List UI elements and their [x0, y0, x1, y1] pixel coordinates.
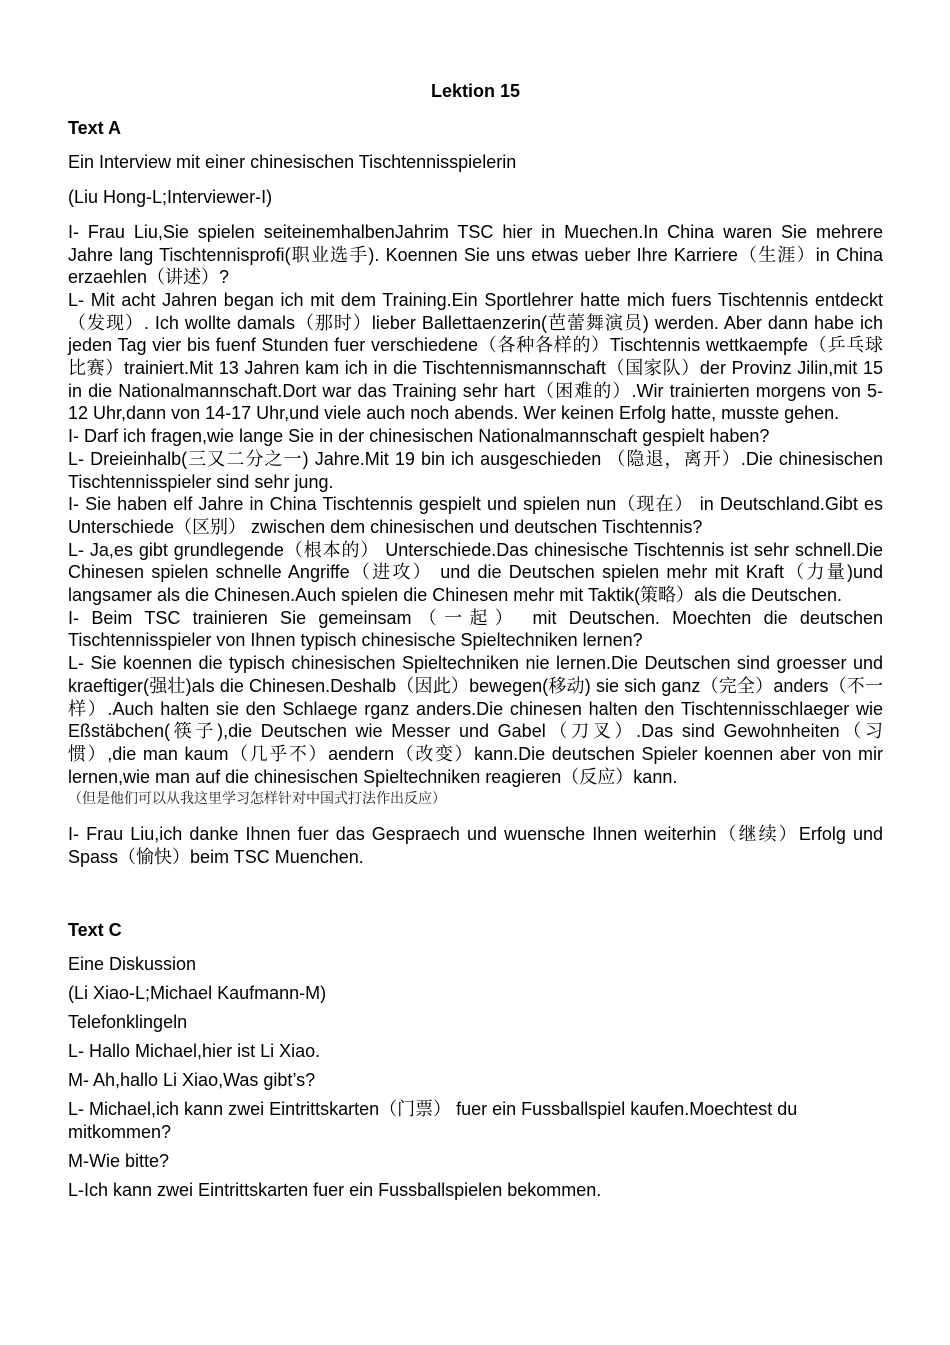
chinese-translation-line: （但是他们可以从我这里学习怎样针对中国式打法作出反应） — [68, 791, 446, 808]
lesson-title: Lektion 15 — [430, 81, 521, 101]
text-a-roles: (Liu Hong-L;Interviewer-I) — [68, 187, 273, 208]
text-c-line: L- Hallo Michael,hier ist Li Xiao. — [68, 1041, 321, 1062]
text-a-dialogue — [68, 221, 883, 811]
dialogue-line: L- Sie koennen die typisch chinesischen Spieltechniken nie lernen.Die Deutschen sind groesser und kraeftiger(强壮)als die Chinesen.Deshalb（因此）bewegen(移动) sie sich ganz（完全）anders（不一样）.Auch halten sie den Schlaege rganz anders.Die chinesen halten den Tischtennisschlaeger wie Eßstäbchen(筷子),die Deutschen wie Messer und Gabel（刀叉）.Das sind Gewohnheiten（习惯）,die man kaum（几乎不）aendern（改变）kann.Die deutschen Spieler koennen aber von mir lernen,wie man auf die chinesischen Spieltechniken reagieren（反应）kann. — [68, 653, 883, 787]
dialogue-line: I- Frau Liu,Sie spielen seiteinemhalbenJahrim TSC hier in Muechen.In China waren Sie mehrere Jahre lang Tischtennisprofi(职业选手). Koennen Sie uns etwas ueber Ihre Karriere（生涯）in China erzaehlen（讲述）? — [68, 221, 883, 288]
text-c-heading: Text C — [68, 919, 122, 940]
text-c-line: Telefonklingeln — [68, 1012, 188, 1033]
dialogue-line: I- Beim TSC trainieren Sie gemeinsam（一起） mit Deutschen. Moechten die deutschen Tischtennisspieler von Ihnen typisch chinesische Spieltechniken lernen? — [68, 607, 883, 651]
dialogue-line: I- Sie haben elf Jahre in China Tischtennis gespielt und spielen nun（现在） in Deutschland.Gibt es Unterschiede（区别） zwischen dem chinesischen und deutschen Tischtennis? — [68, 494, 883, 537]
text-a-subtitle: Ein Interview mit einer chinesischen Tischtennisspielerin — [68, 152, 517, 173]
text-c-line: M- Ah,hallo Li Xiao,Was gibt’s? — [68, 1070, 316, 1091]
dialogue-line: L- Ja,es gibt grundlegende（根本的） Unterschiede.Das chinesische Tischtennis ist sehr schnell.Die Chinesen spielen schnelle Angriffe（进攻） und die Deutschen spielen mehr mit Kraft（力量)und langsamer als die Chinesen.Auch spielen die Chinesen mehr mit Taktik(策略）als die Deutschen. — [68, 539, 883, 606]
dialogue-line: I- Darf ich fragen,wie lange Sie in der chinesischen Nationalmannschaft gespielt haben? — [68, 426, 770, 447]
text-c-line: (Li Xiao-L;Michael Kaufmann-M) — [68, 983, 327, 1004]
text-c-dialogue — [68, 953, 883, 1202]
dialogue-line: L- Mit acht Jahren began ich mit dem Training.Ein Sportlehrer hatte mich fuers Tischtennis entdeckt（发现）. Ich wollte damals（那时）lieber Ballettaenzerin(芭蕾舞演员) werden. Aber dann habe ich jeden Tag vier bis fuenf Stunden fuer verschiedene（各种各样的）Tischtennis wettkaempfe（乒乓球比赛）trainiert.Mit 13 Jahren kam ich in die Tischtennismannschaft（国家队）der Provinz Jilin,mit 15 in die Nationalmannschaft.Dort war das Training sehr hart（困难的）.Wir trainierten morgens von 5-12 Uhr,dann von 14-17 Uhr,und viele auch noch abends. Wer keinen Erfolg hatte, musste gehen. — [68, 289, 883, 424]
text-a-closing: I- Frau Liu,ich danke Ihnen fuer das Gespraech und wuensche Ihnen weiterhin（继续）Erfolg und Spass（愉快）beim TSC Muenchen. — [68, 824, 883, 867]
dialogue-line: L- Dreieinhalb(三又二分之一) Jahre.Mit 19 bin ich ausgeschieden （隐退，离开）.Die chinesischen Tischtennisspieler sind sehr jung. — [68, 448, 883, 492]
text-c-line: Eine Diskussion — [68, 954, 197, 975]
text-a-heading: Text A — [68, 117, 122, 138]
text-c-line: L-Ich kann zwei Eintrittskarten fuer ein Fussballspielen bekommen. — [68, 1180, 602, 1201]
document-page — [68, 80, 883, 1208]
text-c-line: M-Wie bitte? — [68, 1151, 170, 1172]
text-c-line: L- Michael,ich kann zwei Eintrittskarten（门票） fuer ein Fussballspiel kaufen.Moechtest du mitkommen? — [68, 1099, 798, 1143]
